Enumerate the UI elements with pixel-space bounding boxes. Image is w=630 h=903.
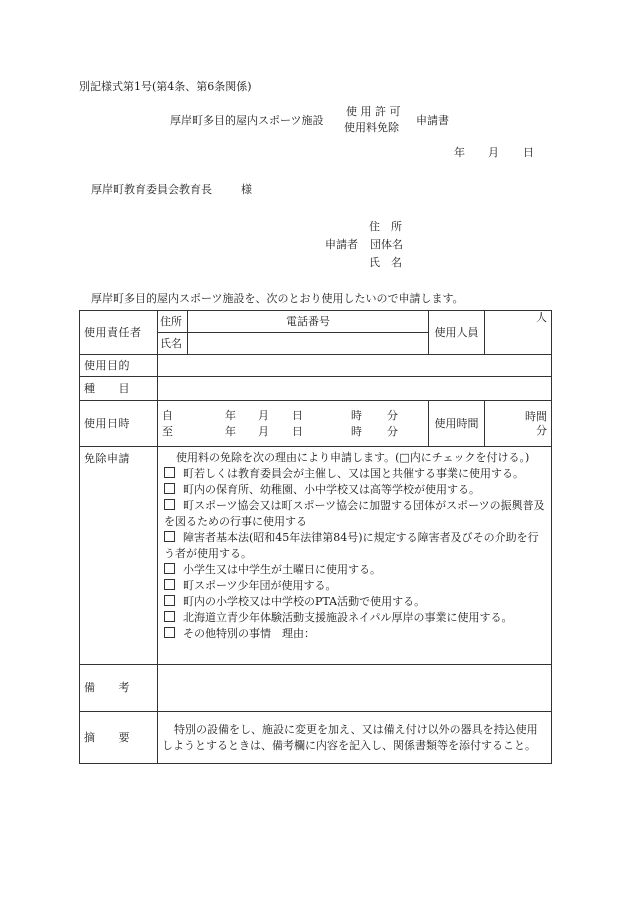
addressee: 厚岸町教育委員会教育長	[91, 183, 212, 196]
applicant-label: 申請者	[325, 238, 358, 251]
from-hour: 時	[351, 408, 362, 422]
exemption-reason-6[interactable]: 町スポーツ少年団が使用する。	[164, 578, 547, 594]
duration-minutes: 分	[536, 423, 548, 437]
from-year: 年	[225, 408, 236, 422]
purpose-field[interactable]	[158, 355, 552, 377]
exemption-reason-3[interactable]: 町スポーツ協会又は町スポーツ協会に加盟する団体がスポーツの振興普及を図るための行事に使用する	[164, 499, 545, 528]
purpose-label: 使用目的	[80, 355, 158, 377]
intro-text: 厚岸町多目的屋内スポーツ施設を、次のとおり使用したいので申請します。	[91, 292, 464, 305]
duration-field[interactable]	[485, 401, 552, 447]
name-field[interactable]	[188, 333, 429, 355]
date-month: 月	[488, 146, 499, 159]
exemption-reason-8[interactable]: 北海道立青少年体験活動支援施設ネイパル厚岸の事業に使用する。	[164, 610, 547, 626]
checkbox[interactable]	[164, 483, 175, 494]
duration-hours: 時間	[525, 409, 548, 423]
name-label: 氏名	[158, 333, 188, 355]
title-suffix: 申請書	[416, 114, 449, 127]
phone-label: 電話番号	[188, 311, 429, 333]
checkbox[interactable]	[164, 579, 175, 590]
datetime-field[interactable]	[158, 401, 429, 447]
title-option-exemption: 使用料免除	[344, 121, 399, 134]
address-label: 住所	[158, 311, 188, 333]
exemption-reason-7[interactable]: 町内の小学校又は中学校のPTA活動で使用する。	[164, 594, 547, 610]
to-year: 年	[225, 424, 236, 438]
from-minute: 分	[387, 408, 398, 422]
checkbox[interactable]	[164, 595, 175, 606]
applicant-group-label: 団体名	[370, 238, 403, 251]
exemption-reason-1[interactable]: 町若しくは教育委員会が主催し、又は国と共催する事業に使用する。	[164, 466, 547, 482]
users-label: 使用人員	[429, 311, 485, 355]
from-day: 日	[292, 408, 303, 422]
exemption-reason-4[interactable]: 障害者基本法(昭和45年法律第84号)に規定する障害者及びその介助を行う者が使用する。	[164, 531, 539, 560]
exemption-reason-2[interactable]: 町内の保育所、幼稚園、小中学校又は高等学校が使用する。	[164, 482, 547, 498]
checkbox[interactable]	[164, 499, 175, 510]
exemption-reason-5[interactable]: 小学生又は中学生が土曜日に使用する。	[164, 562, 547, 578]
to-day: 日	[292, 424, 303, 438]
remarks-field[interactable]	[158, 665, 552, 712]
to-hour: 時	[351, 424, 362, 438]
checkbox[interactable]	[164, 531, 175, 542]
exemption-label: 免除申請	[80, 447, 158, 665]
from-month: 月	[258, 408, 269, 422]
checkbox[interactable]	[164, 563, 175, 574]
to-minute: 分	[387, 424, 398, 438]
title-option-permission: 使 用 許 可	[346, 105, 401, 118]
to-label: 至	[162, 424, 173, 438]
exemption-intro: 使用料の免除を次の理由により申請します。(□内にチェックを付ける。)	[176, 451, 530, 464]
users-unit: 人	[536, 311, 548, 324]
addressee-honorific: 様	[241, 183, 252, 196]
checkbox[interactable]	[164, 611, 175, 622]
applicant-address-label: 住 所	[369, 220, 402, 233]
facility-name: 厚岸町多目的屋内スポーツ施設	[170, 114, 324, 127]
from-label: 自	[162, 408, 173, 422]
form-number: 別記様式第1号(第4条、第6条関係)	[79, 80, 252, 93]
summary-text: 特別の設備をし、施設に変更を加え、又は備え付け以外の器具を持込使用しようとするときは、備考欄に内容を記入し、関係書類等を添付すること。	[158, 712, 552, 764]
category-field[interactable]	[158, 377, 552, 401]
date-day: 日	[523, 146, 534, 159]
exemption-reason-9[interactable]: その他特別の事情 理由：	[164, 626, 547, 642]
remarks-label: 備 考	[80, 665, 158, 712]
responsible-label: 使用責任者	[80, 311, 158, 355]
exemption-area	[158, 447, 552, 665]
users-count-field[interactable]	[485, 311, 552, 355]
date-year: 年	[454, 146, 465, 159]
datetime-label: 使用日時	[80, 401, 158, 447]
to-month: 月	[258, 424, 269, 438]
checkbox[interactable]	[164, 467, 175, 478]
checkbox[interactable]	[164, 627, 175, 638]
application-table	[79, 310, 552, 764]
duration-label: 使用時間	[429, 401, 485, 447]
applicant-name-label: 氏 名	[369, 256, 402, 269]
category-label: 種 目	[80, 377, 158, 401]
summary-label: 摘 要	[80, 712, 158, 764]
